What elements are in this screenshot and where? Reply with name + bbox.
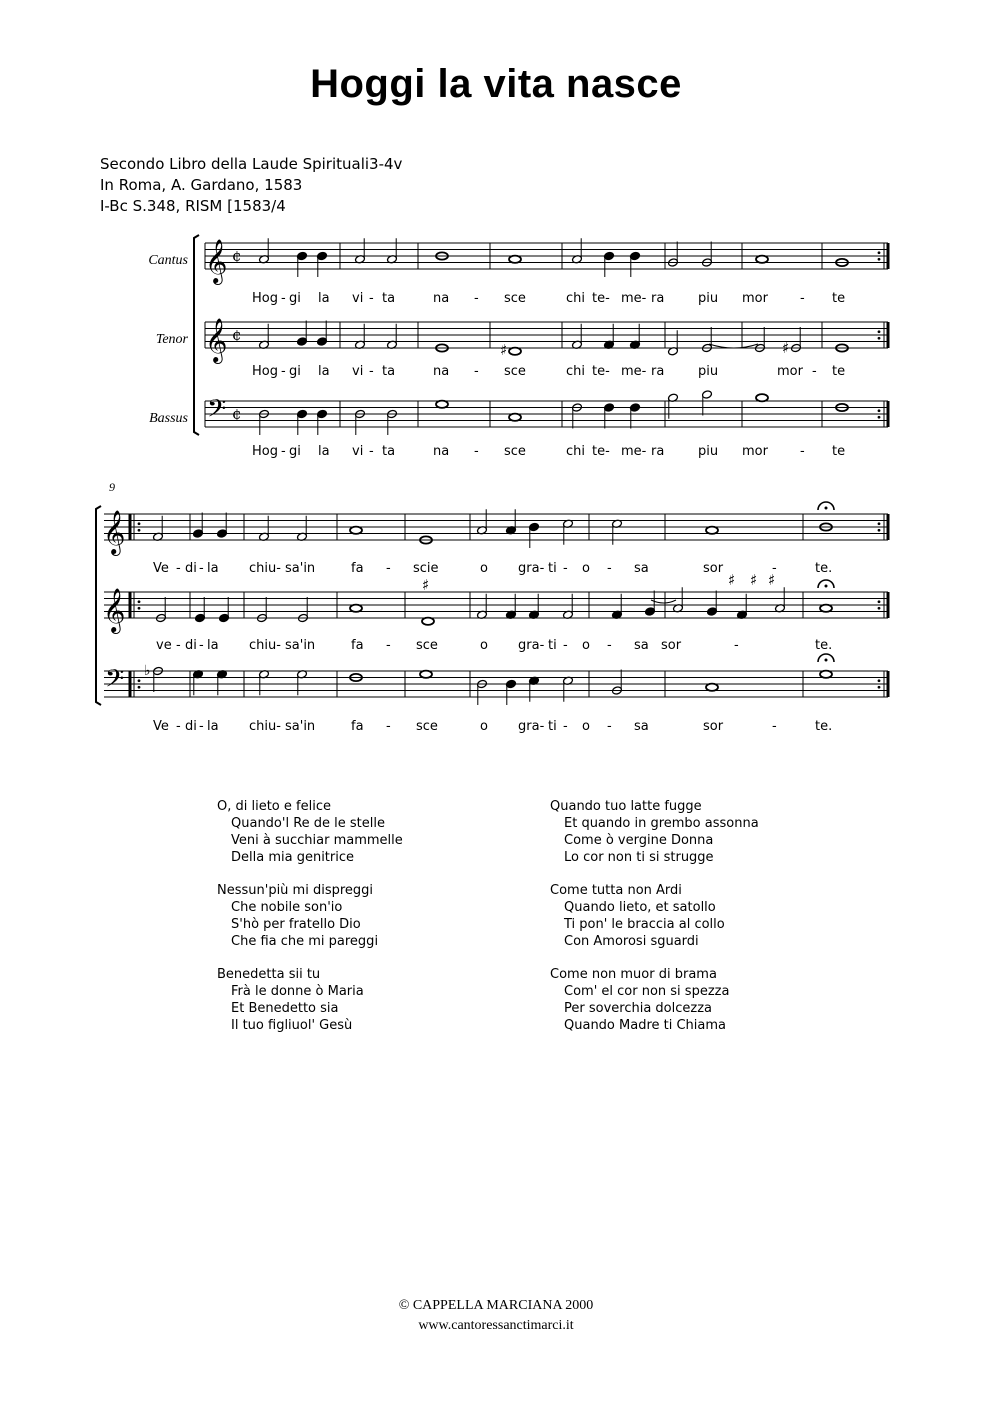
system-bracket xyxy=(96,506,101,705)
lyric-syllable: gi xyxy=(289,444,301,459)
lyric-syllable: sce xyxy=(416,638,438,653)
lyric-syllable: ra xyxy=(651,364,665,379)
lyric-syllable: te xyxy=(832,444,846,459)
lyric-syllable: di xyxy=(185,719,197,734)
website-link[interactable]: www.cantoressanctimarci.it xyxy=(418,1318,574,1333)
whole-note xyxy=(820,605,832,612)
lyric-syllable: fa xyxy=(351,719,364,734)
repeat-dot xyxy=(878,679,881,682)
poem-stanza xyxy=(217,882,403,950)
poem-line: Et Benedetto sia xyxy=(231,1001,339,1016)
lyric-syllable: te xyxy=(832,364,846,379)
lyric-syllable: te. xyxy=(815,561,833,576)
lyric-syllable: ta xyxy=(382,291,396,306)
lyric-syllable: na xyxy=(433,364,450,379)
lyric-syllable: chi xyxy=(566,364,585,379)
lyric-syllable: - xyxy=(199,638,204,653)
lyrics-bassus-2 xyxy=(153,719,832,734)
poem-line: Quando Madre ti Chiama xyxy=(564,1018,727,1033)
lyric-syllable: la xyxy=(207,561,219,576)
lyric-syllable: - xyxy=(607,561,612,576)
whole-note xyxy=(436,401,448,408)
treble-clef-icon: 𝄞 xyxy=(205,318,228,362)
lyric-syllable: di xyxy=(185,638,197,653)
lyric-syllable: sce xyxy=(504,444,526,459)
repeat-dot xyxy=(878,600,881,603)
lyric-syllable: sor xyxy=(703,719,724,734)
lyric-syllable: - xyxy=(607,719,612,734)
part-name-tenor: Tenor xyxy=(155,332,188,347)
lyric-syllable: chi xyxy=(566,291,585,306)
lyric-syllable: o xyxy=(480,561,488,576)
lyric-syllable: Hog xyxy=(252,444,278,459)
bass-clef-icon: 𝄢 xyxy=(105,664,125,700)
notation xyxy=(96,235,888,705)
source-line: I-Bc S.348, RISM [1583/4 xyxy=(100,197,286,215)
lyric-syllable: - xyxy=(369,291,374,306)
poem-line: Ti pon' le braccia al collo xyxy=(564,917,725,932)
lyric-syllable: - xyxy=(281,291,286,306)
lyric-syllable: ti xyxy=(548,638,557,653)
lyric-syllable: - xyxy=(369,364,374,379)
lyric-syllable: te. xyxy=(815,638,833,653)
source-line: In Roma, A. Gardano, 1583 xyxy=(100,176,303,194)
repeat-dot xyxy=(138,686,141,689)
lyric-syllable: Ve xyxy=(153,719,169,734)
poem-line: Et quando in grembo assonna xyxy=(564,816,759,831)
lyric-syllable: sor xyxy=(703,561,724,576)
repeat-dot xyxy=(138,679,141,682)
measure-number: 9 xyxy=(109,480,115,494)
poem-line: Come non muor di brama xyxy=(550,967,717,982)
lyric-syllable: sa'in xyxy=(285,561,316,576)
whole-note xyxy=(350,527,362,534)
fermata-dot xyxy=(825,585,828,588)
lyric-syllable: fa xyxy=(351,638,364,653)
lyric-syllable: sce xyxy=(504,364,526,379)
whole-note xyxy=(509,414,521,421)
time-signature-icon: ¢ xyxy=(232,247,242,265)
lyric-syllable: - xyxy=(199,719,204,734)
lyric-syllable: - xyxy=(563,638,568,653)
lyric-syllable: ti xyxy=(548,719,557,734)
whole-note xyxy=(706,527,718,534)
lyric-syllable: me- xyxy=(621,291,647,306)
poem-line: Quando tuo latte fugge xyxy=(550,799,702,814)
part-name-cantus: Cantus xyxy=(148,253,188,268)
lyric-syllable: - xyxy=(734,638,739,653)
lyric-syllable: gi xyxy=(289,291,301,306)
repeat-dot xyxy=(878,337,881,340)
repeat-dot xyxy=(878,330,881,333)
poem-stanza xyxy=(217,966,403,1034)
lyric-syllable: - xyxy=(563,719,568,734)
time-signature-icon: ¢ xyxy=(232,405,242,423)
lyric-syllable: o xyxy=(480,719,488,734)
lyric-syllable: Ve xyxy=(153,561,169,576)
fermata-dot xyxy=(825,507,828,510)
lyric-syllable: o xyxy=(582,561,590,576)
lyric-syllable: te- xyxy=(592,364,610,379)
poem-line: Com' el cor non si spezza xyxy=(564,984,730,999)
lyric-syllable: - xyxy=(176,561,181,576)
time-signature-icon: ¢ xyxy=(232,326,242,344)
lyric-syllable: piu xyxy=(698,444,719,459)
lyric-syllable: o xyxy=(582,719,590,734)
poem-line: Nessun'più mi dispreggi xyxy=(217,883,374,898)
repeat-dot xyxy=(138,600,141,603)
lyric-syllable: - xyxy=(386,638,391,653)
lyric-syllable: la xyxy=(318,291,330,306)
lyric-syllable: - xyxy=(800,291,805,306)
poem-left-column xyxy=(217,798,403,1050)
poem-line: O, di lieto e felice xyxy=(217,799,331,814)
system-bracket xyxy=(194,235,199,435)
lyric-syllable: sor xyxy=(661,638,682,653)
lyric-syllable: la xyxy=(207,719,219,734)
treble-clef-icon: 𝄞 xyxy=(205,239,228,283)
whole-note xyxy=(350,605,362,612)
poem-line: Quando lieto, et satollo xyxy=(564,900,716,915)
lyric-syllable: chiu- xyxy=(249,638,281,653)
lyric-syllable: ti xyxy=(548,561,557,576)
poem-line: Quando'l Re de le stelle xyxy=(231,816,385,831)
poem-line: Per soverchia dolcezza xyxy=(564,1001,713,1016)
lyrics-tenor-2 xyxy=(156,638,832,653)
lyric-syllable: - xyxy=(800,444,805,459)
tie xyxy=(651,600,676,603)
poem-line: Veni à succhiar mammelle xyxy=(231,833,403,848)
lyric-syllable: la xyxy=(318,364,330,379)
poem-line: Come ò vergine Donna xyxy=(564,833,714,848)
copyright-text: © CAPPELLA MARCIANA 2000 xyxy=(398,1298,594,1313)
whole-note xyxy=(706,684,718,691)
repeat-dot xyxy=(878,686,881,689)
lyric-syllable: te xyxy=(832,291,846,306)
lyric-syllable: gra- xyxy=(518,561,545,576)
lyric-syllable: gi xyxy=(289,364,301,379)
lyrics-cantus-1 xyxy=(252,291,845,306)
poem-line: Con Amorosi sguardi xyxy=(564,934,699,949)
lyric-syllable: vi xyxy=(352,444,364,459)
lyric-syllable: me- xyxy=(621,444,647,459)
lyric-syllable: na xyxy=(433,444,450,459)
lyric-syllable: chi xyxy=(566,444,585,459)
lyric-syllable: gra- xyxy=(518,638,545,653)
poem-line: Della mia genitrice xyxy=(231,850,355,865)
lyric-syllable: gra- xyxy=(518,719,545,734)
lyric-syllable: - xyxy=(812,364,817,379)
lyric-syllable: ra xyxy=(651,291,665,306)
lyric-syllable: o xyxy=(480,638,488,653)
lyric-syllable: - xyxy=(474,444,479,459)
sharp-icon: ♯ xyxy=(768,571,776,589)
lyric-syllable: na xyxy=(433,291,450,306)
lyric-syllable: di xyxy=(185,561,197,576)
sharp-icon: ♯ xyxy=(422,576,430,594)
lyric-syllable: sa'in xyxy=(285,719,316,734)
lyric-syllable: mor xyxy=(742,291,768,306)
lyric-syllable: - xyxy=(474,291,479,306)
lyric-syllable: mor xyxy=(742,444,768,459)
whole-note xyxy=(420,671,432,678)
lyric-syllable: sce xyxy=(504,291,526,306)
fermata-dot xyxy=(825,659,828,662)
poem-line: Benedetta sii tu xyxy=(217,967,321,982)
lyric-syllable: sa xyxy=(634,719,649,734)
lyric-syllable: sa'in xyxy=(285,638,316,653)
lyric-syllable: - xyxy=(281,364,286,379)
lyric-syllable: - xyxy=(386,561,391,576)
lyric-syllable: Hog xyxy=(252,291,278,306)
sharp-icon: ♯ xyxy=(728,571,736,589)
lyric-syllable: fa xyxy=(351,561,364,576)
treble-clef-icon: 𝄞 xyxy=(103,510,126,554)
source-line: Secondo Libro della Laude Spirituali3-4v xyxy=(100,155,403,173)
tie xyxy=(709,344,758,348)
poem-line: Come tutta non Ardi xyxy=(550,883,682,898)
lyric-syllable: la xyxy=(207,638,219,653)
lyric-syllable: sa xyxy=(634,561,649,576)
staff-lines xyxy=(104,243,888,697)
lyric-syllable: sce xyxy=(416,719,438,734)
repeat-dot xyxy=(878,251,881,254)
poem-right-column xyxy=(550,798,759,1050)
lyric-syllable: ra xyxy=(651,444,665,459)
lyric-syllable: ta xyxy=(382,364,396,379)
lyric-syllable: chiu- xyxy=(249,561,281,576)
lyric-syllable: - xyxy=(281,444,286,459)
repeat-dot xyxy=(878,258,881,261)
whole-note xyxy=(509,348,521,355)
repeat-dot xyxy=(138,529,141,532)
whole-note xyxy=(422,618,434,625)
lyrics-tenor-1 xyxy=(252,364,845,379)
repeat-dot xyxy=(878,529,881,532)
lyric-syllable: - xyxy=(199,561,204,576)
poem-stanza xyxy=(550,882,759,950)
lyric-syllable: la xyxy=(318,444,330,459)
poem-stanza xyxy=(550,798,759,866)
footer xyxy=(0,1296,992,1336)
sharp-icon: ♯ xyxy=(500,341,508,359)
bass-clef-icon: 𝄢 xyxy=(207,394,227,430)
lyric-syllable: piu xyxy=(698,364,719,379)
lyric-syllable: te- xyxy=(592,444,610,459)
lyric-syllable: vi xyxy=(352,364,364,379)
lyric-syllable: - xyxy=(563,561,568,576)
whole-note xyxy=(756,256,768,263)
repeat-dot xyxy=(878,522,881,525)
lyrics-bassus-1 xyxy=(252,444,845,459)
lyric-syllable: te. xyxy=(815,719,833,734)
lyric-syllable: vi xyxy=(352,291,364,306)
repeat-dot xyxy=(878,409,881,412)
lyric-syllable: - xyxy=(772,719,777,734)
sharp-icon: ♯ xyxy=(782,339,790,357)
repeat-dot xyxy=(878,607,881,610)
lyric-syllable: ta xyxy=(382,444,396,459)
lyric-syllable: - xyxy=(176,638,181,653)
whole-note xyxy=(756,394,768,401)
page-title: Hoggi la vita nasce xyxy=(310,62,682,106)
poem-line: Lo cor non ti si strugge xyxy=(564,850,714,865)
lyric-syllable: me- xyxy=(621,364,647,379)
poem-stanza xyxy=(550,966,759,1034)
part-name-bassus: Bassus xyxy=(149,411,188,426)
repeat-dot xyxy=(138,607,141,610)
lyric-syllable: piu xyxy=(698,291,719,306)
poem-line: Che nobile son'io xyxy=(231,900,343,915)
lyric-syllable: scie xyxy=(413,561,439,576)
poem-line: Frà le donne ò Maria xyxy=(231,984,364,999)
poem-stanza xyxy=(217,798,403,866)
lyric-syllable: - xyxy=(176,719,181,734)
whole-note xyxy=(820,671,832,678)
whole-note xyxy=(509,256,521,263)
sharp-icon: ♯ xyxy=(750,571,758,589)
poem-line: Che fia che mi pareggi xyxy=(231,934,379,949)
repeat-dot xyxy=(878,416,881,419)
poem-line: Il tuo figliuol' Gesù xyxy=(231,1018,353,1033)
flat-icon: ♭ xyxy=(144,663,151,679)
lyric-syllable: - xyxy=(607,638,612,653)
lyric-syllable: ve xyxy=(156,638,172,653)
lyric-syllable: Hog xyxy=(252,364,278,379)
lyric-syllable: - xyxy=(772,561,777,576)
treble-clef-icon: 𝄞 xyxy=(103,588,126,632)
repeat-dot xyxy=(138,522,141,525)
lyric-syllable: sa xyxy=(634,638,649,653)
poem-line: S'hò per fratello Dio xyxy=(231,917,361,932)
lyric-syllable: mor xyxy=(777,364,803,379)
lyric-syllable: - xyxy=(386,719,391,734)
lyric-syllable: - xyxy=(369,444,374,459)
lyric-syllable: - xyxy=(474,364,479,379)
lyric-syllable: te- xyxy=(592,291,610,306)
lyric-syllable: chiu- xyxy=(249,719,281,734)
lyric-syllable: o xyxy=(582,638,590,653)
